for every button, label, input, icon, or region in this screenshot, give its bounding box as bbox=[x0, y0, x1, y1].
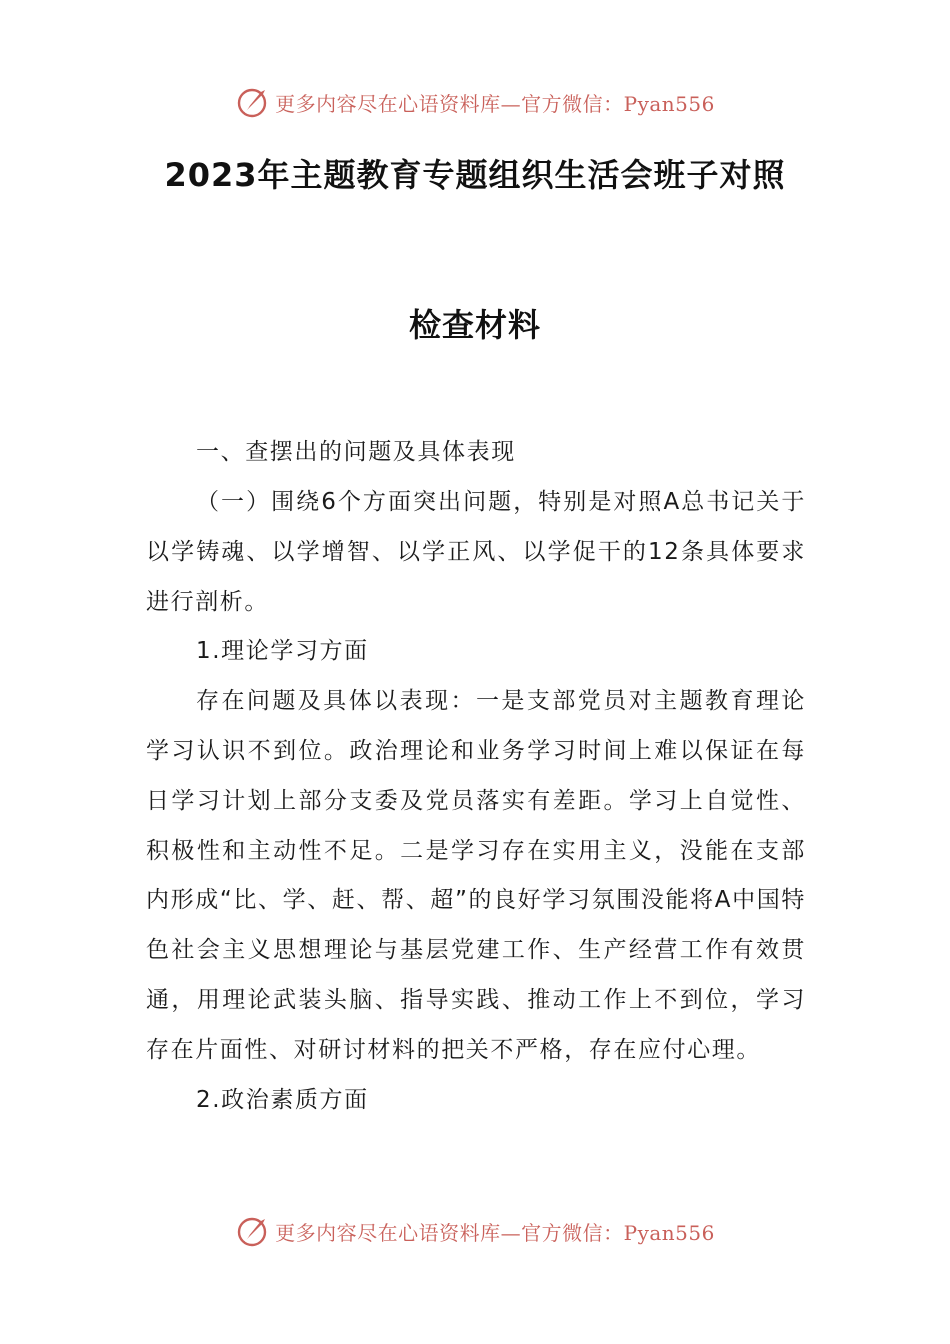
paragraph-1: （一）围绕6个方面突出问题，特别是对照A总书记关于以学铸魂、以学增智、以学正风、以学促干的12条具体要求进行剖析。 bbox=[146, 489, 806, 615]
quill-circle-logo-icon bbox=[235, 84, 271, 120]
subsection-2-heading: 2.政治素质方面 bbox=[196, 1086, 369, 1113]
quill-circle-logo-icon bbox=[235, 1213, 271, 1249]
footer-watermark bbox=[0, 1209, 950, 1253]
document-title-line-2: 检查材料 bbox=[408, 306, 541, 344]
subsection-1-heading: 1.理论学习方面 bbox=[196, 638, 369, 665]
section-heading bbox=[146, 428, 806, 478]
section-1-heading: 一、查摆出的问题及具体表现 bbox=[196, 439, 516, 465]
paragraph-2: 存在问题及具体以表现：一是支部党员对主题教育理论学习认识不到位。政治理论和业务学习时间上难以保证在每日学习计划上部分支委及党员落实有差距。学习上自觉性、积极性和主动性不足。二是学习存在实用主义，没能在支部内形成“比、学、赶、帮、超”的良好学习氛围没能将A中国特色社会主义思想理论与基层党建工作、生产经营工作有效贯通，用理论武装头脑、指导实践、推动工作上不到位，学习存在片面性、对研讨材料的把关不严格，存在应付心理。 bbox=[146, 688, 806, 1063]
document-body bbox=[146, 478, 806, 1125]
document-title-line-1: 2023年主题教育专题组织生活会班子对照 bbox=[164, 156, 786, 194]
header-watermark bbox=[0, 80, 950, 124]
watermark-text: 更多内容尽在心语资料库—官方微信：Pyan556 bbox=[275, 1220, 715, 1245]
watermark-text: 更多内容尽在心语资料库—官方微信：Pyan556 bbox=[275, 91, 715, 116]
